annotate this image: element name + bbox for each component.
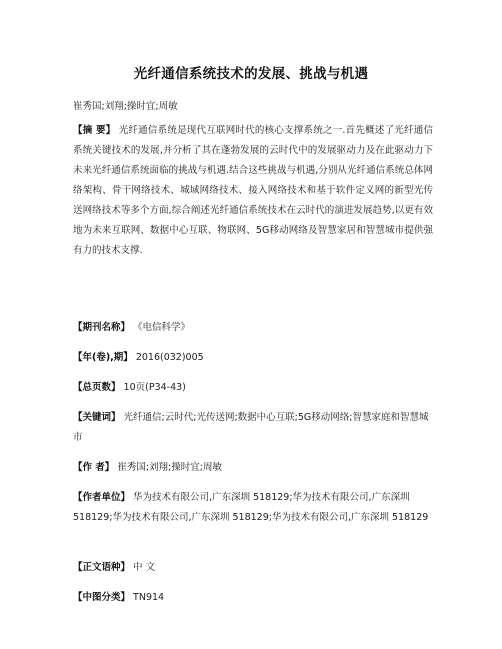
field-label: 【总页数】	[73, 382, 121, 393]
field-journal	[73, 318, 433, 338]
field-label: 【期刊名称】	[73, 322, 131, 333]
field-value: 崔秀国;刘翔;操时宜;周敏	[117, 462, 222, 473]
field-value: 《电信科学》	[133, 322, 191, 333]
field-page-count	[73, 378, 433, 398]
abstract-label: 【摘 要】	[73, 125, 116, 136]
field-keywords	[73, 408, 433, 448]
field-label: 【正文语种】	[73, 562, 131, 573]
field-affiliations	[73, 488, 433, 528]
field-value: 华为技术有限公司,广东深圳 518129;华为技术有限公司,广东深圳 518129;华为技术有限公司,广东深圳 518129;华为技术有限公司,广东深圳 518129	[73, 492, 429, 523]
field-authors	[73, 458, 433, 478]
field-label: 【年(卷),期】	[73, 352, 133, 363]
field-label: 【作者单位】	[73, 492, 131, 503]
field-value: 2016(032)005	[135, 352, 204, 363]
abstract-text: 光纤通信系统是现代互联网时代的核心支撑系统之一.首先概述了光纤通信系统关键技术的发展,并分析了其在蓬勃发展的云时代中的发展驱动力及在此驱动力下未来光纤通信系统面临的挑战与机遇.结合这些挑战与机遇,分别从光纤通信系统总体网络架构、骨干网络技术、城域网络技术、接入网络技术和基于软件定义网的新型光传送网络技术等多个方面,综合阐述光纤通信系统技术在云时代的演进发展趋势,以更有效地为未来互联网、数据中心互联、物联网、5G移动网络及智慧家居和智慧城市提供强有力的技术支撑.	[73, 125, 433, 256]
field-value: 10页(P34-43)	[123, 382, 186, 393]
field-value: 光纤通信;云时代;光传送网;数据中心互联;5G移动网络;智慧家庭和智慧城市	[73, 412, 429, 443]
field-label: 【关键词】	[73, 412, 121, 423]
field-label: 【中图分类】	[73, 592, 131, 603]
field-language	[73, 558, 433, 578]
abstract-section	[73, 121, 433, 261]
field-year-volume-issue	[73, 348, 433, 368]
field-classification	[73, 588, 433, 608]
field-value: 中 文	[133, 562, 156, 573]
field-value: TN914	[133, 592, 165, 603]
paper-title: 光纤通信系统技术的发展、挑战与机遇	[133, 66, 369, 82]
paper-authors: 崔秀国;刘翔;操时宜;周敏	[73, 101, 178, 112]
field-label: 【作 者】	[73, 462, 115, 473]
